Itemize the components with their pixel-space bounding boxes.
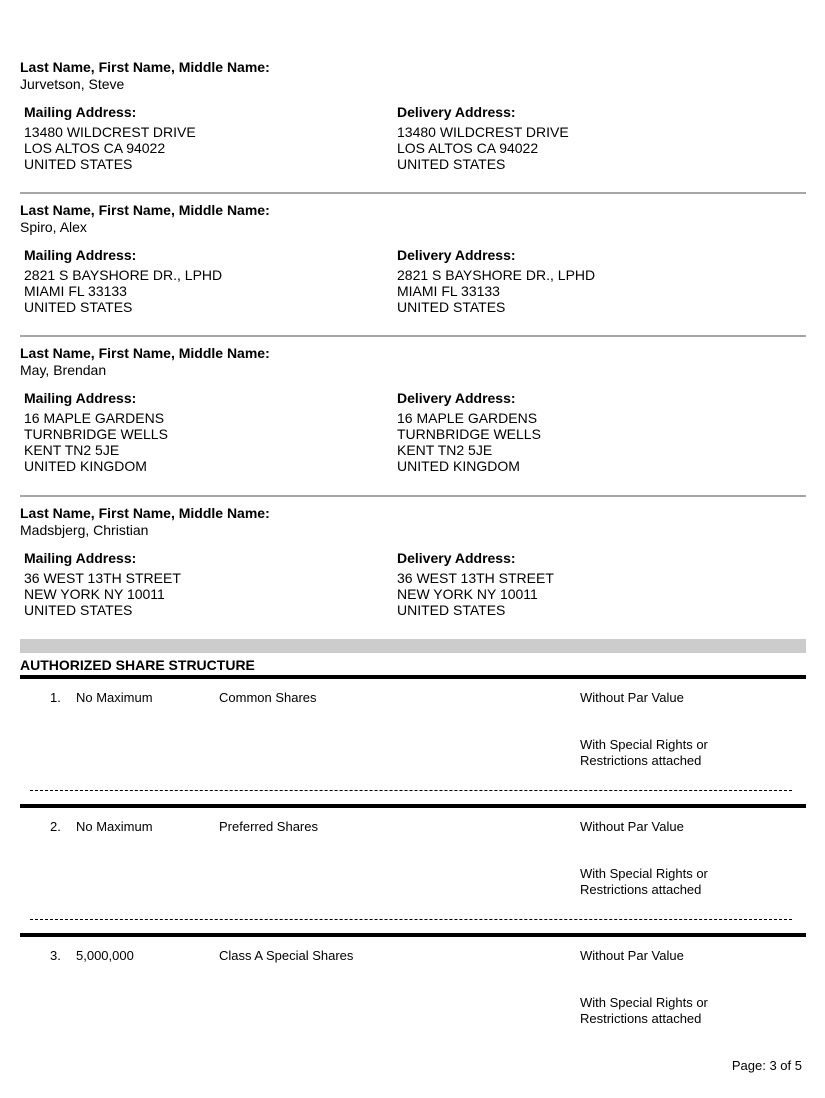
address-line: TURNBRIDGE WELLS	[24, 426, 168, 442]
share-structure-title: AUTHORIZED SHARE STRUCTURE	[20, 657, 255, 673]
mailing-address-label: Mailing Address:	[24, 390, 137, 406]
address-line: NEW YORK NY 10011	[397, 586, 538, 602]
address-line: LOS ALTOS CA 94022	[24, 140, 166, 156]
special-rights-line: With Special Rights or	[580, 737, 708, 752]
person-name: Spiro, Alex	[20, 219, 87, 235]
person-record	[20, 345, 806, 505]
share-class-number: 3.	[50, 948, 61, 963]
special-rights-line: With Special Rights or	[580, 995, 708, 1010]
address-line: LOS ALTOS CA 94022	[397, 140, 539, 156]
special-rights-text	[580, 866, 780, 898]
address-line: MIAMI FL 33133	[24, 283, 127, 299]
address-line: UNITED STATES	[397, 299, 506, 315]
mailing-address-label: Mailing Address:	[24, 247, 137, 263]
address-line: 2821 S BAYSHORE DR., LPHD	[397, 267, 596, 283]
address-line: UNITED STATES	[24, 156, 133, 172]
special-rights-text	[580, 737, 780, 769]
share-class-maximum: 5,000,000	[76, 948, 134, 963]
delivery-address	[397, 390, 767, 474]
share-class-row	[20, 675, 806, 804]
address-line: UNITED STATES	[24, 299, 133, 315]
address-line: 36 WEST 13TH STREET	[397, 570, 554, 586]
address-line: MIAMI FL 33133	[397, 283, 500, 299]
share-class-row	[20, 804, 806, 933]
special-rights-line: With Special Rights or	[580, 866, 708, 881]
person-record	[20, 505, 806, 636]
address-line: 2821 S BAYSHORE DR., LPHD	[24, 267, 223, 283]
mailing-address-label: Mailing Address:	[24, 104, 137, 120]
special-rights-line: Restrictions attached	[580, 1011, 702, 1026]
mailing-address-label: Mailing Address:	[24, 550, 137, 566]
share-class-maximum: No Maximum	[76, 819, 153, 834]
delivery-address-label: Delivery Address:	[397, 390, 516, 406]
person-name: May, Brendan	[20, 362, 107, 378]
section-divider	[20, 335, 806, 337]
dashed-divider	[30, 790, 792, 791]
share-class-number: 2.	[50, 819, 61, 834]
mailing-address	[24, 104, 394, 172]
name-label: Last Name, First Name, Middle Name:	[20, 59, 270, 75]
page-number: Page: 3 of 5	[731, 1058, 802, 1073]
section-divider	[20, 495, 806, 497]
address-line: 13480 WILDCREST DRIVE	[24, 124, 196, 140]
par-value-text: Without Par Value	[580, 948, 684, 963]
address-line: 16 MAPLE GARDENS	[24, 410, 165, 426]
name-label: Last Name, First Name, Middle Name:	[20, 505, 270, 521]
address-line: UNITED KINGDOM	[24, 458, 147, 474]
delivery-address	[397, 550, 767, 618]
address-line: UNITED STATES	[397, 602, 506, 618]
par-value-text: Without Par Value	[580, 690, 684, 705]
special-rights-line: Restrictions attached	[580, 753, 702, 768]
person-record	[20, 202, 806, 345]
row-rule	[20, 933, 806, 937]
name-label: Last Name, First Name, Middle Name:	[20, 202, 270, 218]
mailing-address	[24, 247, 394, 315]
name-label: Last Name, First Name, Middle Name:	[20, 345, 270, 361]
delivery-address-label: Delivery Address:	[397, 104, 516, 120]
delivery-address-label: Delivery Address:	[397, 247, 516, 263]
section-divider	[20, 192, 806, 194]
person-name: Jurvetson, Steve	[20, 76, 125, 92]
address-line: 16 MAPLE GARDENS	[397, 410, 538, 426]
address-line: KENT TN2 5JE	[397, 442, 493, 458]
address-line: KENT TN2 5JE	[24, 442, 120, 458]
section-band	[20, 639, 806, 653]
special-rights-line: Restrictions attached	[580, 882, 702, 897]
address-line: UNITED KINGDOM	[397, 458, 520, 474]
mailing-address	[24, 390, 394, 474]
share-class-name: Preferred Shares	[219, 819, 318, 834]
dashed-divider	[30, 919, 792, 920]
share-class-name: Common Shares	[219, 690, 317, 705]
address-line: TURNBRIDGE WELLS	[397, 426, 541, 442]
address-line: UNITED STATES	[397, 156, 506, 172]
address-line: NEW YORK NY 10011	[24, 586, 165, 602]
address-line: UNITED STATES	[24, 602, 133, 618]
share-class-name: Class A Special Shares	[219, 948, 354, 963]
address-line: 13480 WILDCREST DRIVE	[397, 124, 569, 140]
person-name: Madsbjerg, Christian	[20, 522, 149, 538]
special-rights-text	[580, 995, 780, 1027]
share-class-maximum: No Maximum	[76, 690, 153, 705]
share-class-row	[20, 933, 806, 1062]
delivery-address	[397, 247, 767, 315]
row-rule	[20, 675, 806, 679]
delivery-address	[397, 104, 767, 172]
delivery-address-label: Delivery Address:	[397, 550, 516, 566]
par-value-text: Without Par Value	[580, 819, 684, 834]
mailing-address	[24, 550, 394, 618]
document-page	[20, 59, 806, 1026]
person-record	[20, 59, 806, 202]
row-rule	[20, 804, 806, 808]
share-class-number: 1.	[50, 690, 61, 705]
address-line: 36 WEST 13TH STREET	[24, 570, 181, 586]
